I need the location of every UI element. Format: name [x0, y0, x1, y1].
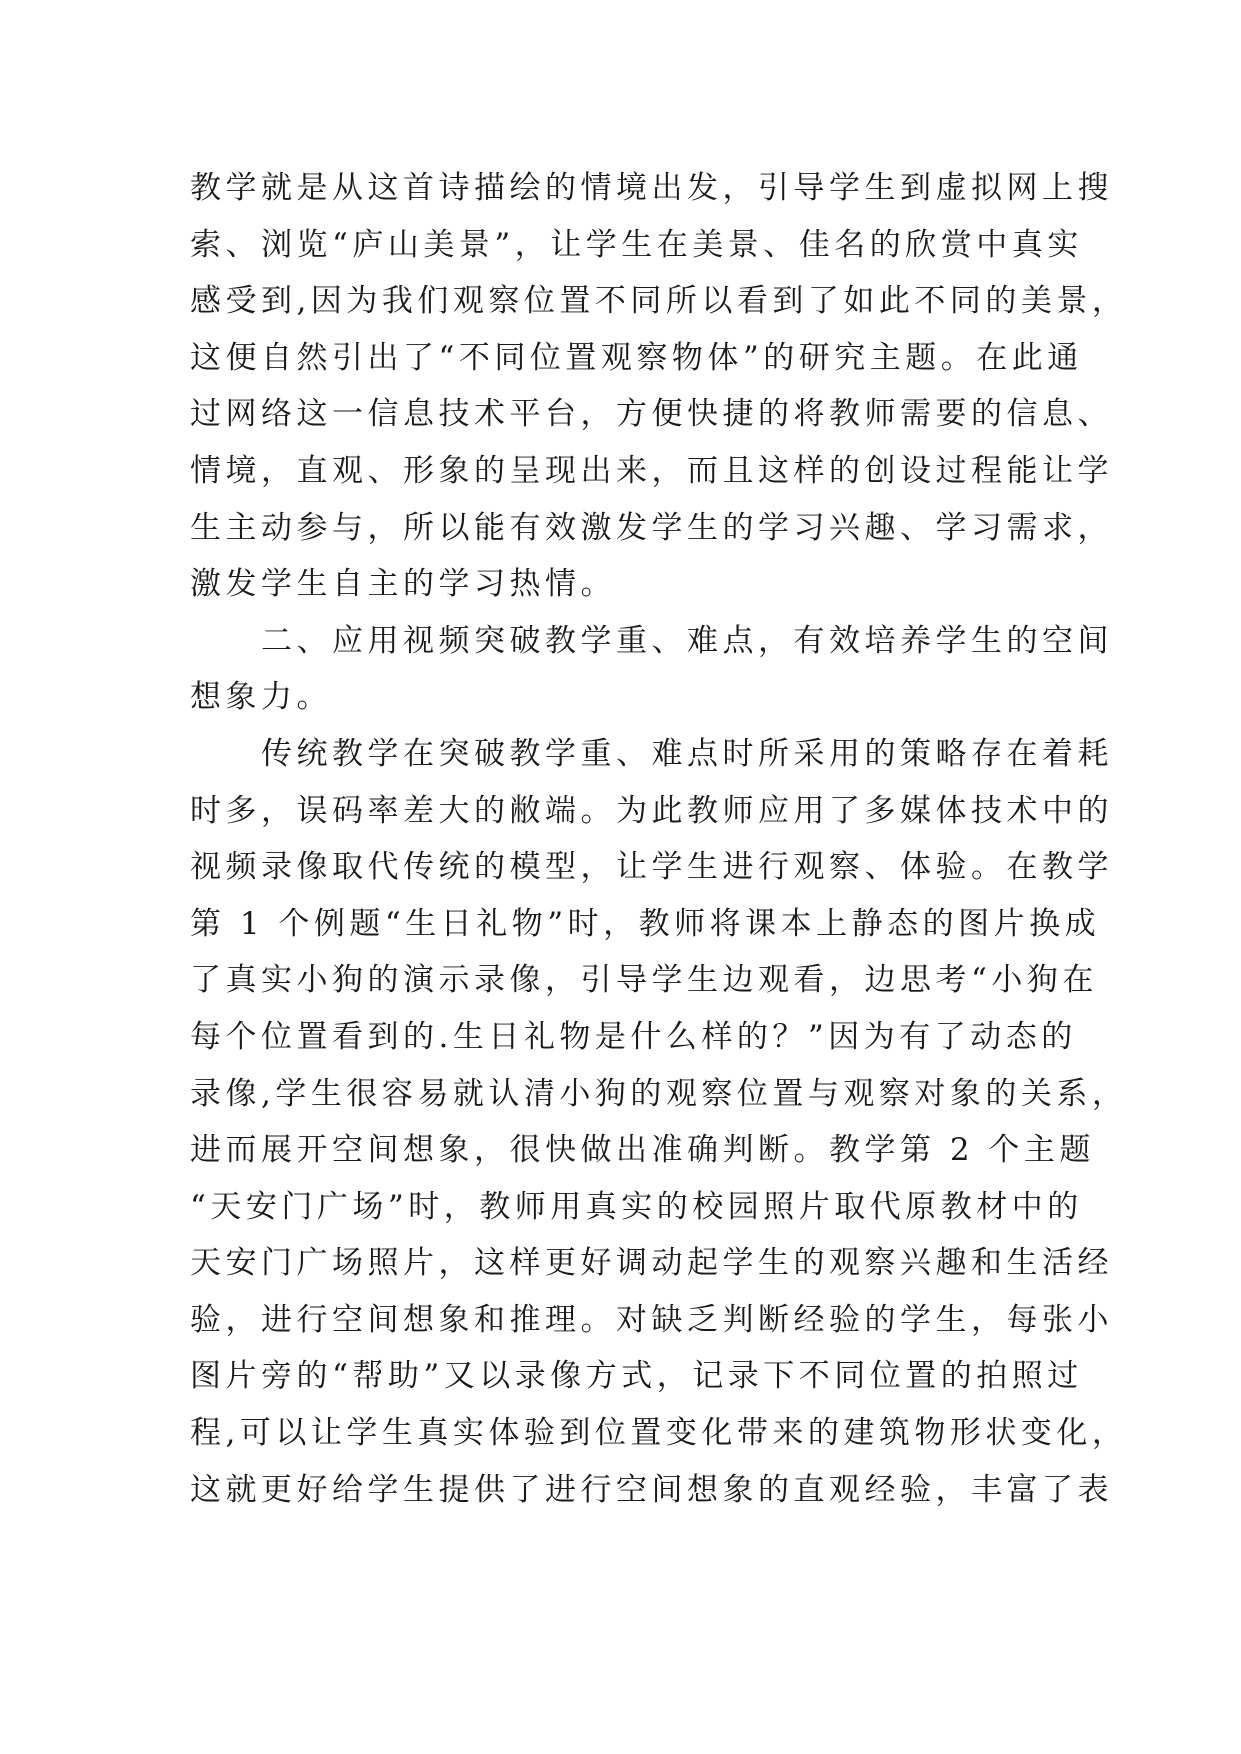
- text-line: 第 1 个例题“生日礼物”时，教师将课本上静态的图片换成: [190, 905, 1101, 942]
- text-line: 教学就是从这首诗描绘的情境出发，引导学生到虚拟网上搜: [190, 170, 1113, 206]
- text-line: 传统教学在突破教学重、难点时所采用的策略存在着耗: [190, 735, 1113, 772]
- section-heading-line: 二、应用视频突破教学重、难点，有效培养学生的空间: [190, 622, 1113, 659]
- text-line: “天安门广场”时，教师用真实的校园照片取代原教材中的: [190, 1188, 1083, 1225]
- text-line: 验，进行空间想象和推理。对缺乏判断经验的学生，每张小: [190, 1301, 1113, 1338]
- section-heading-line: 想象力。: [190, 679, 332, 716]
- text-line: 这便自然引出了“不同位置观察物体”的研究主题。在此通: [190, 339, 1083, 376]
- text-line: 录像,学生很容易就认清小狗的观察位置与观察对象的关系，: [190, 1075, 1128, 1112]
- text-line: 索、浏览“庐山美景”，让学生在美景、佳名的欣赏中真实: [190, 226, 1083, 263]
- text-line: 程,可以让学生真实体验到位置变化带来的建筑物形状变化，: [190, 1415, 1128, 1452]
- text-line: 情境，直观、形象的呈现出来，而且这样的创设过程能让学: [190, 452, 1113, 489]
- text-line: 时多，误码率差大的敝端。为此教师应用了多媒体技术中的: [190, 792, 1113, 829]
- text-line: 了真实小狗的演示录像，引导学生边观看，边思考“小狗在: [190, 962, 1098, 999]
- text-line: 每个位置看到的.生日礼物是什么样的？”因为有了动态的: [190, 1018, 1077, 1055]
- text-line: 进而展开空间想象，很快做出准确判断。教学第 2 个主题: [190, 1132, 1095, 1169]
- body-text: [190, 160, 1128, 1518]
- text-line: 激发学生自主的学习热情。: [190, 566, 616, 603]
- text-line: 天安门广场照片，这样更好调动起学生的观察兴趣和生活经: [190, 1245, 1113, 1282]
- text-line: 图片旁的“帮助”又以录像方式，记录下不同位置的拍照过: [190, 1358, 1083, 1395]
- text-line: 过网络这一信息技术平台，方便快捷的将教师需要的信息、: [190, 396, 1113, 433]
- text-line: 感受到,因为我们观察位置不同所以看到了如此不同的美景，: [190, 283, 1128, 320]
- text-line: 视频录像取代传统的模型，让学生进行观察、体验。在教学: [190, 849, 1113, 886]
- text-line: 这就更好给学生提供了进行空间想象的直观经验，丰富了表: [190, 1471, 1113, 1508]
- text-line: 生主动参与，所以能有效激发学生的学习兴趣、学习需求，: [190, 509, 1113, 546]
